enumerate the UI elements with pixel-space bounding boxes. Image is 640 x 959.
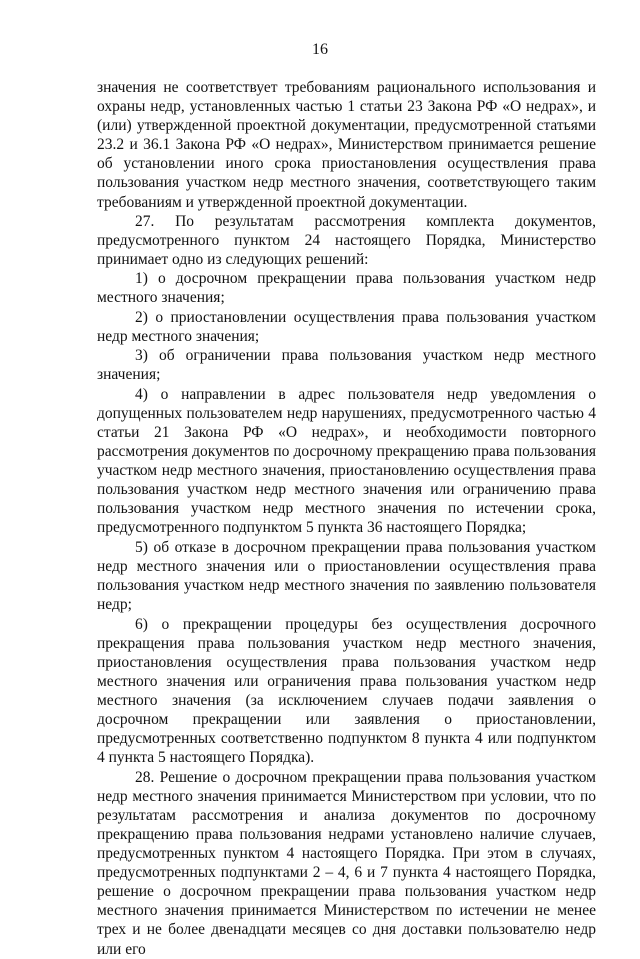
list-item-4: 4) о направлении в адрес пользователя недр уведомления о допущенных пользователем недр нарушениях, предусмотренного частью 4 статьи 21 Закона РФ «О недрах», и необходимости повторного рассмотрения документов по досрочному прекращению права пользования участком недр местного значения, приостановлению осуществления права пользования участком недр местного значения или ограничению права пользования участком недр местного значения по истечении срока, предусмотренного подпунктом 5 пункта 36 настоящего Порядка;	[97, 385, 596, 537]
document-body	[97, 78, 596, 959]
list-item-5: 5) об отказе в досрочном прекращении права пользования участком недр местного значения или о приостановлении осуществления права пользования участком недр местного значения по заявлению пользователя недр;	[97, 538, 596, 614]
paragraph-26-continuation: значения не соответствует требованиям рационального использования и охраны недр, установленных частью 1 статьи 23 Закона РФ «О недрах», и (или) утвержденной проектной документации, предусмотренной статьями 23.2 и 36.1 Закона РФ «О недрах», Министерством принимается решение об установлении иного срока приостановления осуществления права пользования участком недр местного значения, соответствующего таким требованиям и утвержденной проектной документации.	[97, 79, 596, 211]
list-item-3: 3) об ограничении права пользования участком недр местного значения;	[97, 347, 596, 384]
paragraph-28: 28. Решение о досрочном прекращении права пользования участком недр местного значения принимается Министерством при условии, что по результатам рассмотрения и анализа документов по досрочному прекращению права пользования недрами установлено наличие случаев, предусмотренных пунктом 4 настоящего Порядка. При этом в случаях, предусмотренных подпунктами 2 – 4, 6 и 7 пункта 4 настоящего Порядка, решение о досрочном прекращении права пользования участком недр местного значения принимается Министерством по истечении не менее трех и не более двенадцати месяцев со дня доставки пользователю недр или его	[97, 768, 596, 958]
list-item-2: 2) о приостановлении осуществления права пользования участком недр местного значения;	[97, 308, 596, 345]
paragraph-27: 27. По результатам рассмотрения комплекта документов, предусмотренного пунктом 24 настоящего Порядка, Министерство принимает одно из следующих решений:	[97, 212, 596, 268]
list-item-6: 6) о прекращении процедуры без осуществления досрочного прекращения права пользования участком недр местного значения, приостановления осуществления права пользования участком недр местного значения или ограничения права пользования участком недр местного значения (за исключением случаев подачи заявления о досрочном прекращении или заявления о приостановлении, предусмотренных соответственно подпунктом 8 пункта 4 или подпунктом 4 пункта 5 настоящего Порядка).	[97, 615, 596, 767]
list-item-1: 1) о досрочном прекращении права пользования участком недр местного значения;	[97, 269, 596, 307]
page-number: 16	[312, 41, 328, 58]
